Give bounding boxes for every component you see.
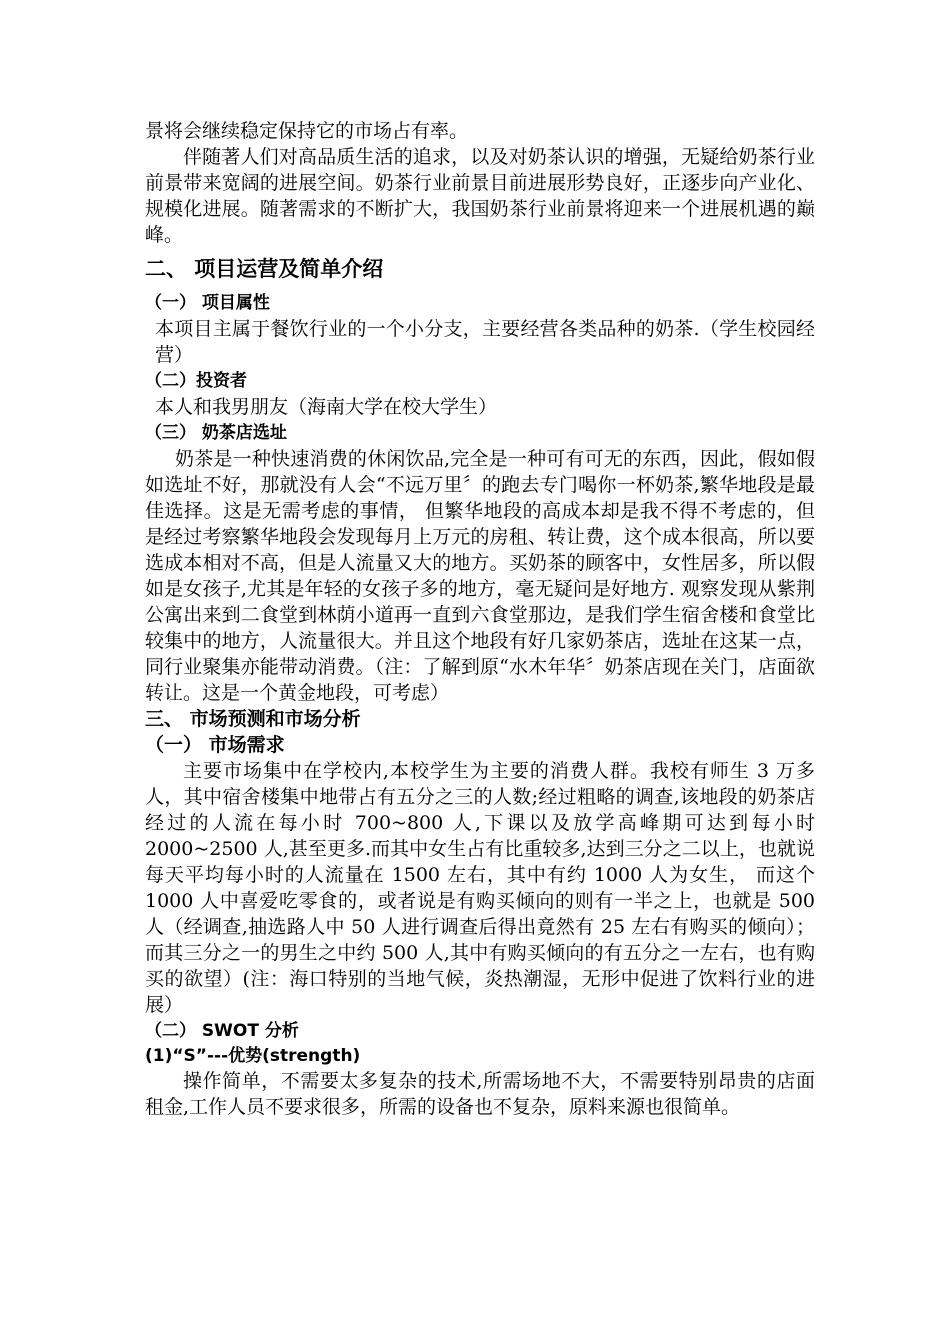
document-page [145,118,815,1120]
subheading-market-demand: （一） 市场需求 [145,734,285,756]
paragraph-market-share: 景将会继续稳定保持它的市场占有率。 [145,120,469,142]
paragraph-strength: 操作简单，不需要太多复杂的技术,所需场地不大，不需要特别昂贵的店面租金,工作人员不要求很多，所需的设备也不复杂，原料来源也很简单。 [145,1070,815,1118]
subheading-investor: （二）投资者 [145,371,247,391]
section-heading-market-analysis: 三、 市场预测和市场分析 [145,708,361,730]
paragraph-investor: 本人和我男朋友（海南大学在校大学生） [155,396,498,418]
subheading-project-attribute: （一） 项目属性 [145,293,270,313]
paragraph-industry-outlook: 伴随著人们对高品质生活的追求，以及对奶茶认识的增强，无疑给奶茶行业前景带来宽阔的进展空间。奶茶行业前景目前进展形势良好，正逐步向产业化、规模化进展。随著需求的不断扩大，我国奶茶行业前景将迎来一个进展机遇的巅峰。 [145,146,815,246]
paragraph-store-location: 奶茶是一种快速消费的休闲饮品,完全是一种可有可无的东西，因此，假如假如选址不好，那就没有人会“不远万里〞的跑去专门喝你一杯奶茶,繁华地段是最佳选择。这是无需考虑的事情， 但繁华地段的高成本却是我不得不考虑的，但是经过考察繁华地段会发现每月上万元的房租、转让费，这个成本很高，所以要选成本相对不高，但是人流量又大的地方。买奶茶的顾客中，女性居多，所以假如是女孩子,尤其是年轻的女孩子多的地方，毫无疑问是好地方. 观察发现从紫荆公寓出来到二食堂到林荫小道再一直到六食堂那边，是我们学生宿舍楼和食堂比较集中的地方，人流量很大。并且这个地段有好几家奶茶店，选址在这某一点，同行业聚集亦能带动消费。（注：了解到原“水木年华〞奶茶店现在关门，店面欲转让。这是一个黄金地段，可考虑） [145,448,815,704]
paragraph-project-attribute: 本项目主属于餐饮行业的一个小分支，主要经营各类品种的奶茶.（学生校园经营） [155,318,815,366]
subheading-strength: (1)“S”---优势(strength) [145,1046,361,1066]
subheading-store-location: （三） 奶茶店选址 [145,423,287,443]
subheading-swot: （二） SWOT 分析 [145,1021,299,1041]
paragraph-market-demand: 主要市场集中在学校内,本校学生为主要的消费人群。我校有师生 3 万多人，其中宿舍楼集中地带占有五分之三的人数;经过粗略的调查,该地段的奶茶店经过的人流在每小时 700~800 人,下课以及放学高峰期可达到每小时 2000~2500 人,甚至更多.而其中女生占有比重较多,达到三分之二以上，也就说每天平均每小时的人流量在 1500 左右，其中有约 1000 人为女生， 而这个 1000 人中喜爱吃零食的，或者说是有购买倾向的则有一半之上，也就是 500 人（经调查,抽选路人中 50 人进行调查后得出竟然有 25 左右有购买的倾向）；而其三分之一的男生之中约 500 人,其中有购买倾向的有五分之一左右，也有购买的欲望）(注：海口特别的当地气候，炎热潮湿，无形中促进了饮料行业的进展） [145,760,815,1016]
section-heading-operations: 二、 项目运营及简单介绍 [145,257,384,281]
